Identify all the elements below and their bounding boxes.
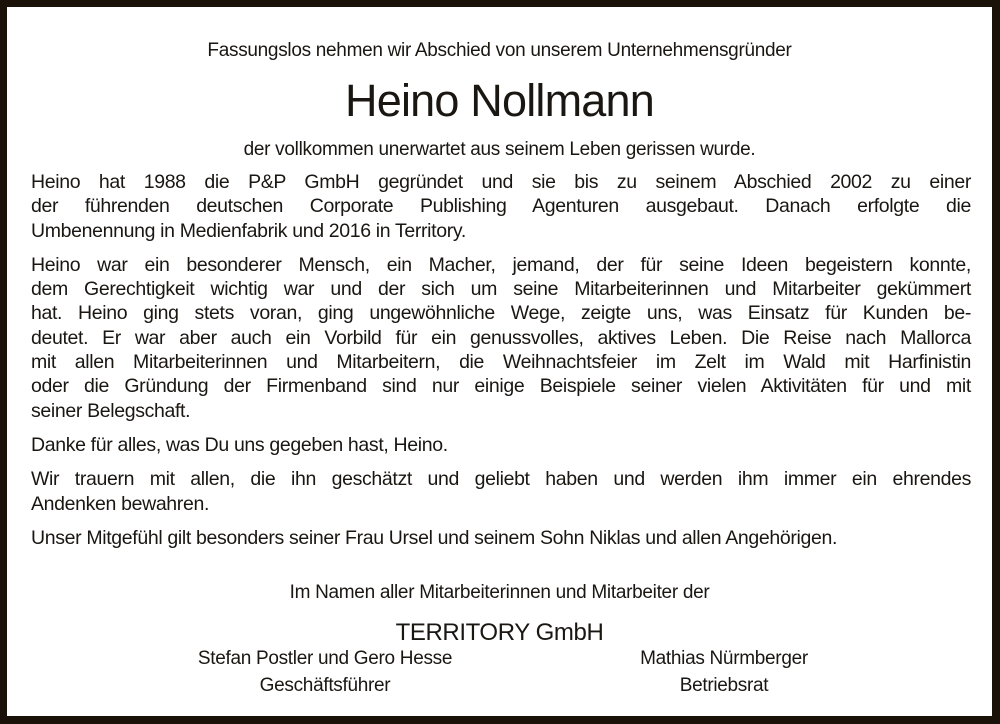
obituary-body	[31, 170, 971, 560]
text-line: deutet. Er war aber auch ein Vorbild für ein genussvolles, aktives Leben. Die Reise nach Mallorca	[31, 326, 971, 349]
text-line: Wir trauern mit allen, die ihn geschätzt und geliebt haben und werden ihm immer ein ehrendes	[31, 468, 971, 491]
obituary-notice	[7, 7, 992, 716]
text-line: hat. Heino ging stets voran, ging ungewöhnliche Wege, zeigte uns, was Einsatz für Kunden be-	[31, 302, 971, 325]
paragraph	[31, 170, 971, 243]
paragraph	[31, 253, 971, 423]
signatory-management	[125, 648, 525, 697]
text-line: Andenken bewahren.	[31, 492, 210, 515]
text-line: oder die Gründung der Firmenband sind nur einige Beispiele seiner vielen Aktivitäten für und mit	[31, 375, 971, 398]
signatory-role: Betriebsrat	[679, 675, 769, 696]
text-line: mit allen Mitarbeiterinnen und Mitarbeitern, die Weihnachtsfeier im Zelt im Wald mit Harfinistin	[31, 351, 971, 374]
on-behalf-line: Im Namen aller Mitarbeiterinnen und Mitarbeiter der	[289, 582, 710, 603]
paragraph	[31, 526, 971, 550]
deceased-name: Heino Nollmann	[345, 75, 654, 126]
subtitle: der vollkommen unerwartet aus seinem Leben gerissen wurde.	[243, 139, 756, 160]
paragraph	[31, 467, 971, 516]
text-line: dem Gerechtigkeit wichtig war und der sich um seine Mitarbeiterinnen und Mitarbeiter gekümmert	[31, 278, 971, 301]
text-line: der führenden deutschen Corporate Publishing Agenturen ausgebaut. Danach erfolgte die	[31, 195, 971, 218]
text-line: Danke für alles, was Du uns gegeben hast, Heino.	[31, 433, 448, 456]
signatory-works-council	[524, 648, 924, 697]
signatory-names: Stefan Postler und Gero Hesse	[197, 648, 453, 669]
signatory-names: Mathias Nürmberger	[640, 648, 808, 669]
company-name: TERRITORY GmbH	[395, 619, 604, 646]
text-line: Unser Mitgefühl gilt besonders seiner Frau Ursel und seinem Sohn Niklas und allen Angehörigen.	[31, 526, 838, 549]
text-line: Heino hat 1988 die P&P GmbH gegründet und sie bis zu seinem Abschied 2002 zu einer	[31, 171, 971, 193]
text-line: Umbenennung in Medienfabrik und 2016 in Territory.	[31, 219, 466, 242]
paragraph	[31, 433, 971, 457]
intro-line: Fassungslos nehmen wir Abschied von unserem Unternehmensgründer	[207, 40, 792, 61]
text-line: Heino war ein besonderer Mensch, ein Macher, jemand, der für seine Ideen begeistern konnte,	[31, 253, 971, 276]
signatory-role: Geschäftsführer	[259, 675, 391, 696]
text-line: seiner Belegschaft.	[31, 399, 191, 422]
